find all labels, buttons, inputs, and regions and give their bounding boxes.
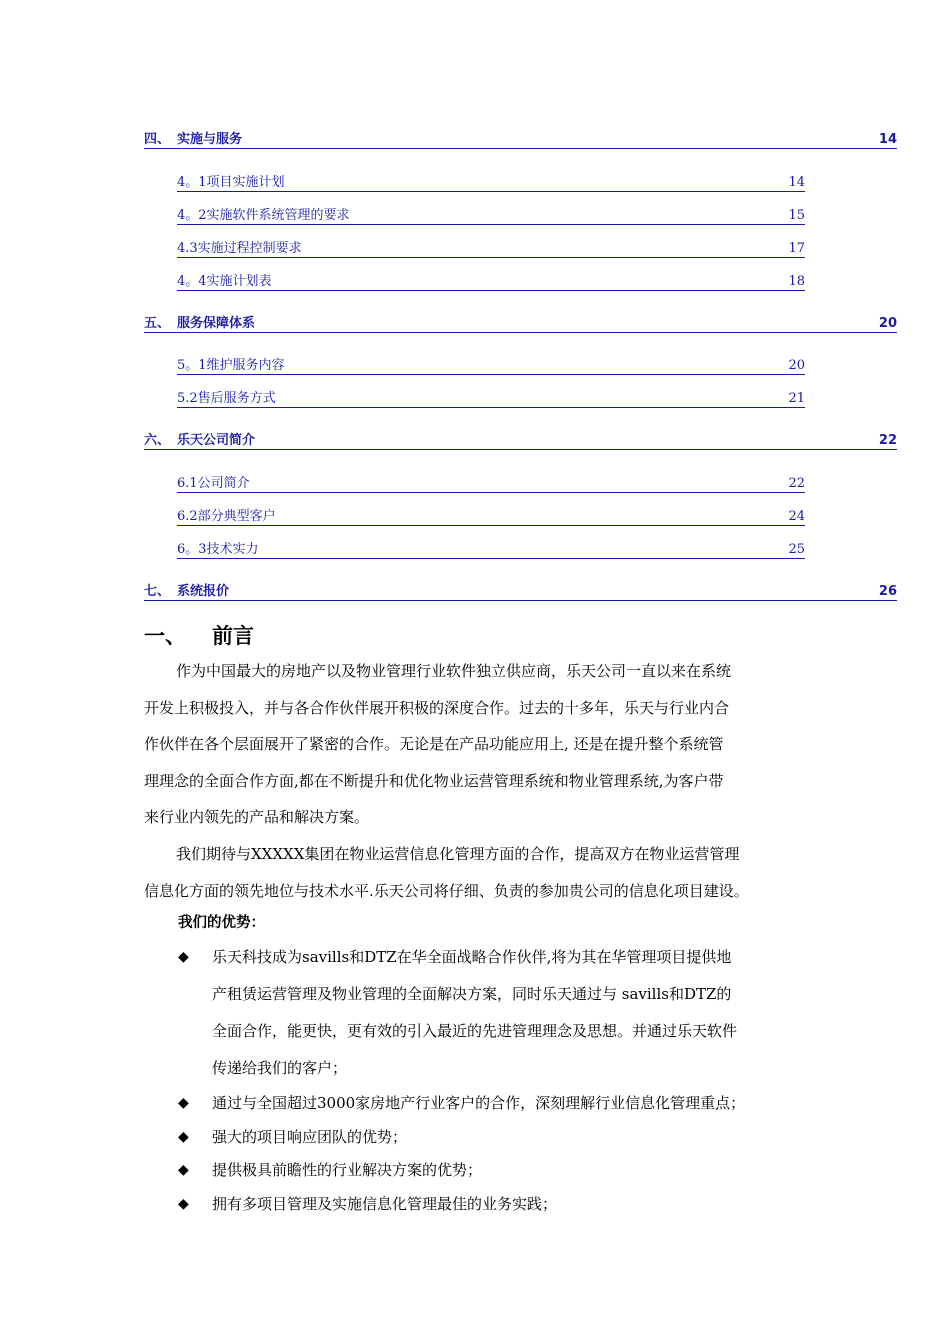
toc-entry-number: 四、 xyxy=(144,132,171,147)
toc-entry-label: 系统报价 xyxy=(177,584,230,599)
bullet-line: 全面合作，能更快，更有效的引入最近的先进管理理念及思想。并通过乐天软件 xyxy=(212,1022,738,1040)
toc-entry-page: 25 xyxy=(788,542,805,557)
toc-entry-label: 5。1维护服务内容 xyxy=(177,358,285,373)
bullet-line: 提供极具前瞻性的行业解决方案的优势； xyxy=(212,1161,483,1179)
toc-entry-level2[interactable] xyxy=(177,358,805,375)
toc-entry-level2[interactable] xyxy=(177,208,805,225)
toc-entry-level2[interactable] xyxy=(177,476,805,493)
diamond-bullet-icon: ◆ xyxy=(178,1129,189,1145)
toc-entry-page: 14 xyxy=(788,175,805,190)
toc-entry-level1[interactable] xyxy=(144,316,897,333)
paragraph-line: 来行业内领先的产品和解决方案。 xyxy=(144,808,370,826)
toc-entry-level2[interactable] xyxy=(177,274,805,291)
bullet-line: 强大的项目响应团队的优势； xyxy=(212,1128,408,1146)
toc-entry-page: 22 xyxy=(788,476,805,491)
toc-entry-page: 20 xyxy=(788,358,805,373)
toc-entry-label: 5.2售后服务方式 xyxy=(177,391,276,406)
toc-entry-level1[interactable] xyxy=(144,433,897,450)
toc-entry-page: 14 xyxy=(878,132,897,147)
diamond-bullet-icon: ◆ xyxy=(178,1196,189,1212)
toc-entry-label: 乐天公司简介 xyxy=(177,433,256,448)
toc-entry-page: 18 xyxy=(788,274,805,289)
toc-entry-label: 4。1项目实施计划 xyxy=(177,175,285,190)
toc-entry-level2[interactable] xyxy=(177,391,805,408)
toc-entry-label: 服务保障体系 xyxy=(177,316,256,331)
bullet-line: 拥有多项目管理及实施信息化管理最佳的业务实践； xyxy=(212,1195,558,1213)
toc-entry-page: 21 xyxy=(788,391,805,406)
advantages-title: 我们的优势： xyxy=(178,915,265,931)
paragraph-line: 作伙伴在各个层面展开了紧密的合作。无论是在产品功能应用上, 还是在提升整个系统管 xyxy=(144,735,724,753)
paragraph-line: 开发上积极投入，并与各合作伙伴展开积极的深度合作。过去的十多年，乐天与行业内合 xyxy=(144,698,730,717)
section-title: 前言 xyxy=(212,624,254,648)
diamond-bullet-icon: ◆ xyxy=(178,1095,189,1111)
toc-entry-label: 6.2部分典型客户 xyxy=(177,509,276,524)
toc-entry-number: 六、 xyxy=(144,433,171,448)
toc-entry-level2[interactable] xyxy=(177,241,805,258)
toc-entry-label: 6.1公司简介 xyxy=(177,476,250,491)
toc-entry-level2[interactable] xyxy=(177,509,805,526)
toc-entry-label: 4.3实施过程控制要求 xyxy=(177,241,302,256)
bullet-line: 产租赁运营管理及物业管理的全面解决方案，同时乐天通过与 savills和DTZ的 xyxy=(212,985,732,1003)
toc-entry-label: 4。4实施计划表 xyxy=(177,274,272,289)
toc-entry-page: 17 xyxy=(788,241,805,256)
toc-entry-number: 七、 xyxy=(144,584,171,599)
toc-entry-page: 15 xyxy=(788,208,805,223)
section-heading xyxy=(144,622,254,650)
toc-entry-label: 6。3技术实力 xyxy=(177,542,259,557)
toc-entry-page: 26 xyxy=(878,584,897,599)
paragraph xyxy=(144,653,824,836)
diamond-bullet-icon: ◆ xyxy=(178,1162,189,1178)
bullet-line: 乐天科技成为savills和DTZ在华全面战略合作伙伴,将为其在华管理项目提供地 xyxy=(212,948,732,966)
section-number: 一、 xyxy=(144,624,186,648)
paragraph-line: 信息化方面的领先地位与技术水平.乐天公司将仔细、负责的参加贵公司的信息化项目建设。 xyxy=(144,881,749,900)
toc-entry-page: 24 xyxy=(788,509,805,524)
toc-entry-level2[interactable] xyxy=(177,175,805,192)
toc-entry-level2[interactable] xyxy=(177,542,805,559)
bullet-line: 通过与全国超过3000家房地产行业客户的合作，深刻理解行业信息化管理重点； xyxy=(212,1094,746,1112)
toc-entry-number: 五、 xyxy=(144,316,171,331)
bullet-line: 传递给我们的客户； xyxy=(212,1059,348,1077)
diamond-bullet-icon: ◆ xyxy=(178,949,189,965)
toc-entry-page: 22 xyxy=(878,433,897,448)
toc-entry-label: 4。2实施软件系统管理的要求 xyxy=(177,208,350,223)
paragraph-line: 理理念的全面合作方面,都在不断提升和优化物业运营管理系统和物业管理系统,为客户带 xyxy=(144,771,724,790)
toc-entry-level1[interactable] xyxy=(144,132,897,149)
toc-entry-level1[interactable] xyxy=(144,584,897,601)
paragraph-line: 我们期待与XXXXX集团在物业运营信息化管理方面的合作，提高双方在物业运营管理 xyxy=(176,845,740,863)
paragraph-line: 作为中国最大的房地产以及物业管理行业软件独立供应商，乐天公司一直以来在系统 xyxy=(176,662,732,680)
toc-entry-page: 20 xyxy=(878,316,897,331)
toc-entry-label: 实施与服务 xyxy=(177,132,243,147)
paragraph xyxy=(144,836,824,909)
